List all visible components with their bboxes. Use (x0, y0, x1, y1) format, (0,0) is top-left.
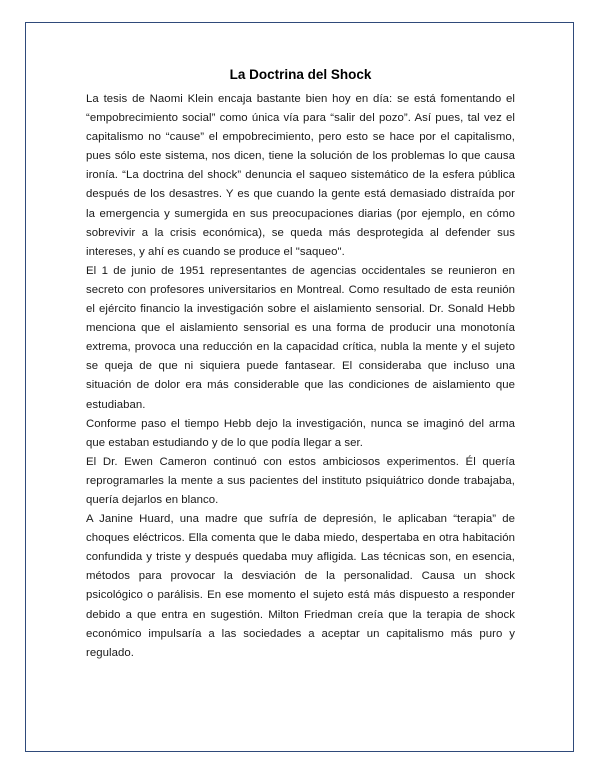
paragraph-intro: La tesis de Naomi Klein encaja bastante bien hoy en día: se está fomentando el “empobrecimiento social” como única vía para “salir del pozo”. Así pues, tal vez el capitalismo no “cause” el empobrecimiento, pero esto se hace por el capitalismo, pues sólo este sistema, nos dicen, tiene la solución de los problemas lo que causa ironía. “La doctrina del shock” denuncia el saqueo sistemático de la esfera pública después de los desastres. Y es que cuando la gente está demasiado distraída por la emergencia y sumergida en sus preocupaciones diarias (por ejemplo, en cómo sobrevivir a la crisis económica), se queda más desprotegida al defender sus intereses, y ahí es cuando se produce el "saqueo". (86, 93, 515, 258)
paragraph-hebb: Conforme paso el tiempo Hebb dejo la investigación, nunca se imaginó del arma que estaban estudiando y de lo que podía llegar a ser. (86, 417, 515, 449)
document-body (86, 66, 515, 663)
paragraph-cameron: El Dr. Ewen Cameron continuó con estos ambiciosos experimentos. Él quería reprogramarles la mente a sus pacientes del instituto psiquiátrico donde trabajaba, quería dejarlos en blanco. (86, 455, 515, 506)
document-title: La Doctrina del Shock (229, 67, 372, 82)
paragraph-montreal-meeting: El 1 de junio de 1951 representantes de agencias occidentales se reunieron en secreto con profesores universitarios en Montreal. Como resultado de esta reunión el ejército financio la investigación sobre el aislamiento sensorial. Dr. Sonald Hebb menciona que el aislamiento sensorial es una forma de producir una monotonía extrema, provoca una reducción en la capacidad crítica, nubla la mente y el sujeto se queja de que ni siquiera puede fantasear. El consideraba que incluso una situación de dolor era más considerable que las condiciones de aislamiento que estudiaban. (86, 264, 515, 411)
paragraph-huard: A Janine Huard, una madre que sufría de depresión, le aplicaban “terapia” de choques eléctricos. Ella comenta que le daba miedo, despertaba en otra habitación confundida y triste y después quedaba muy afligida. Las técnicas son, en esencia, métodos para provocar la desviación de la personalidad. Causa un shock psicológico o parálisis. En ese momento el sujeto está más dispuesto a responder debido a que entra en sugestión. Milton Friedman creía que la terapia de shock económico impulsaría a las sociedades a aceptar un capitalismo más puro y regulado. (86, 513, 515, 659)
